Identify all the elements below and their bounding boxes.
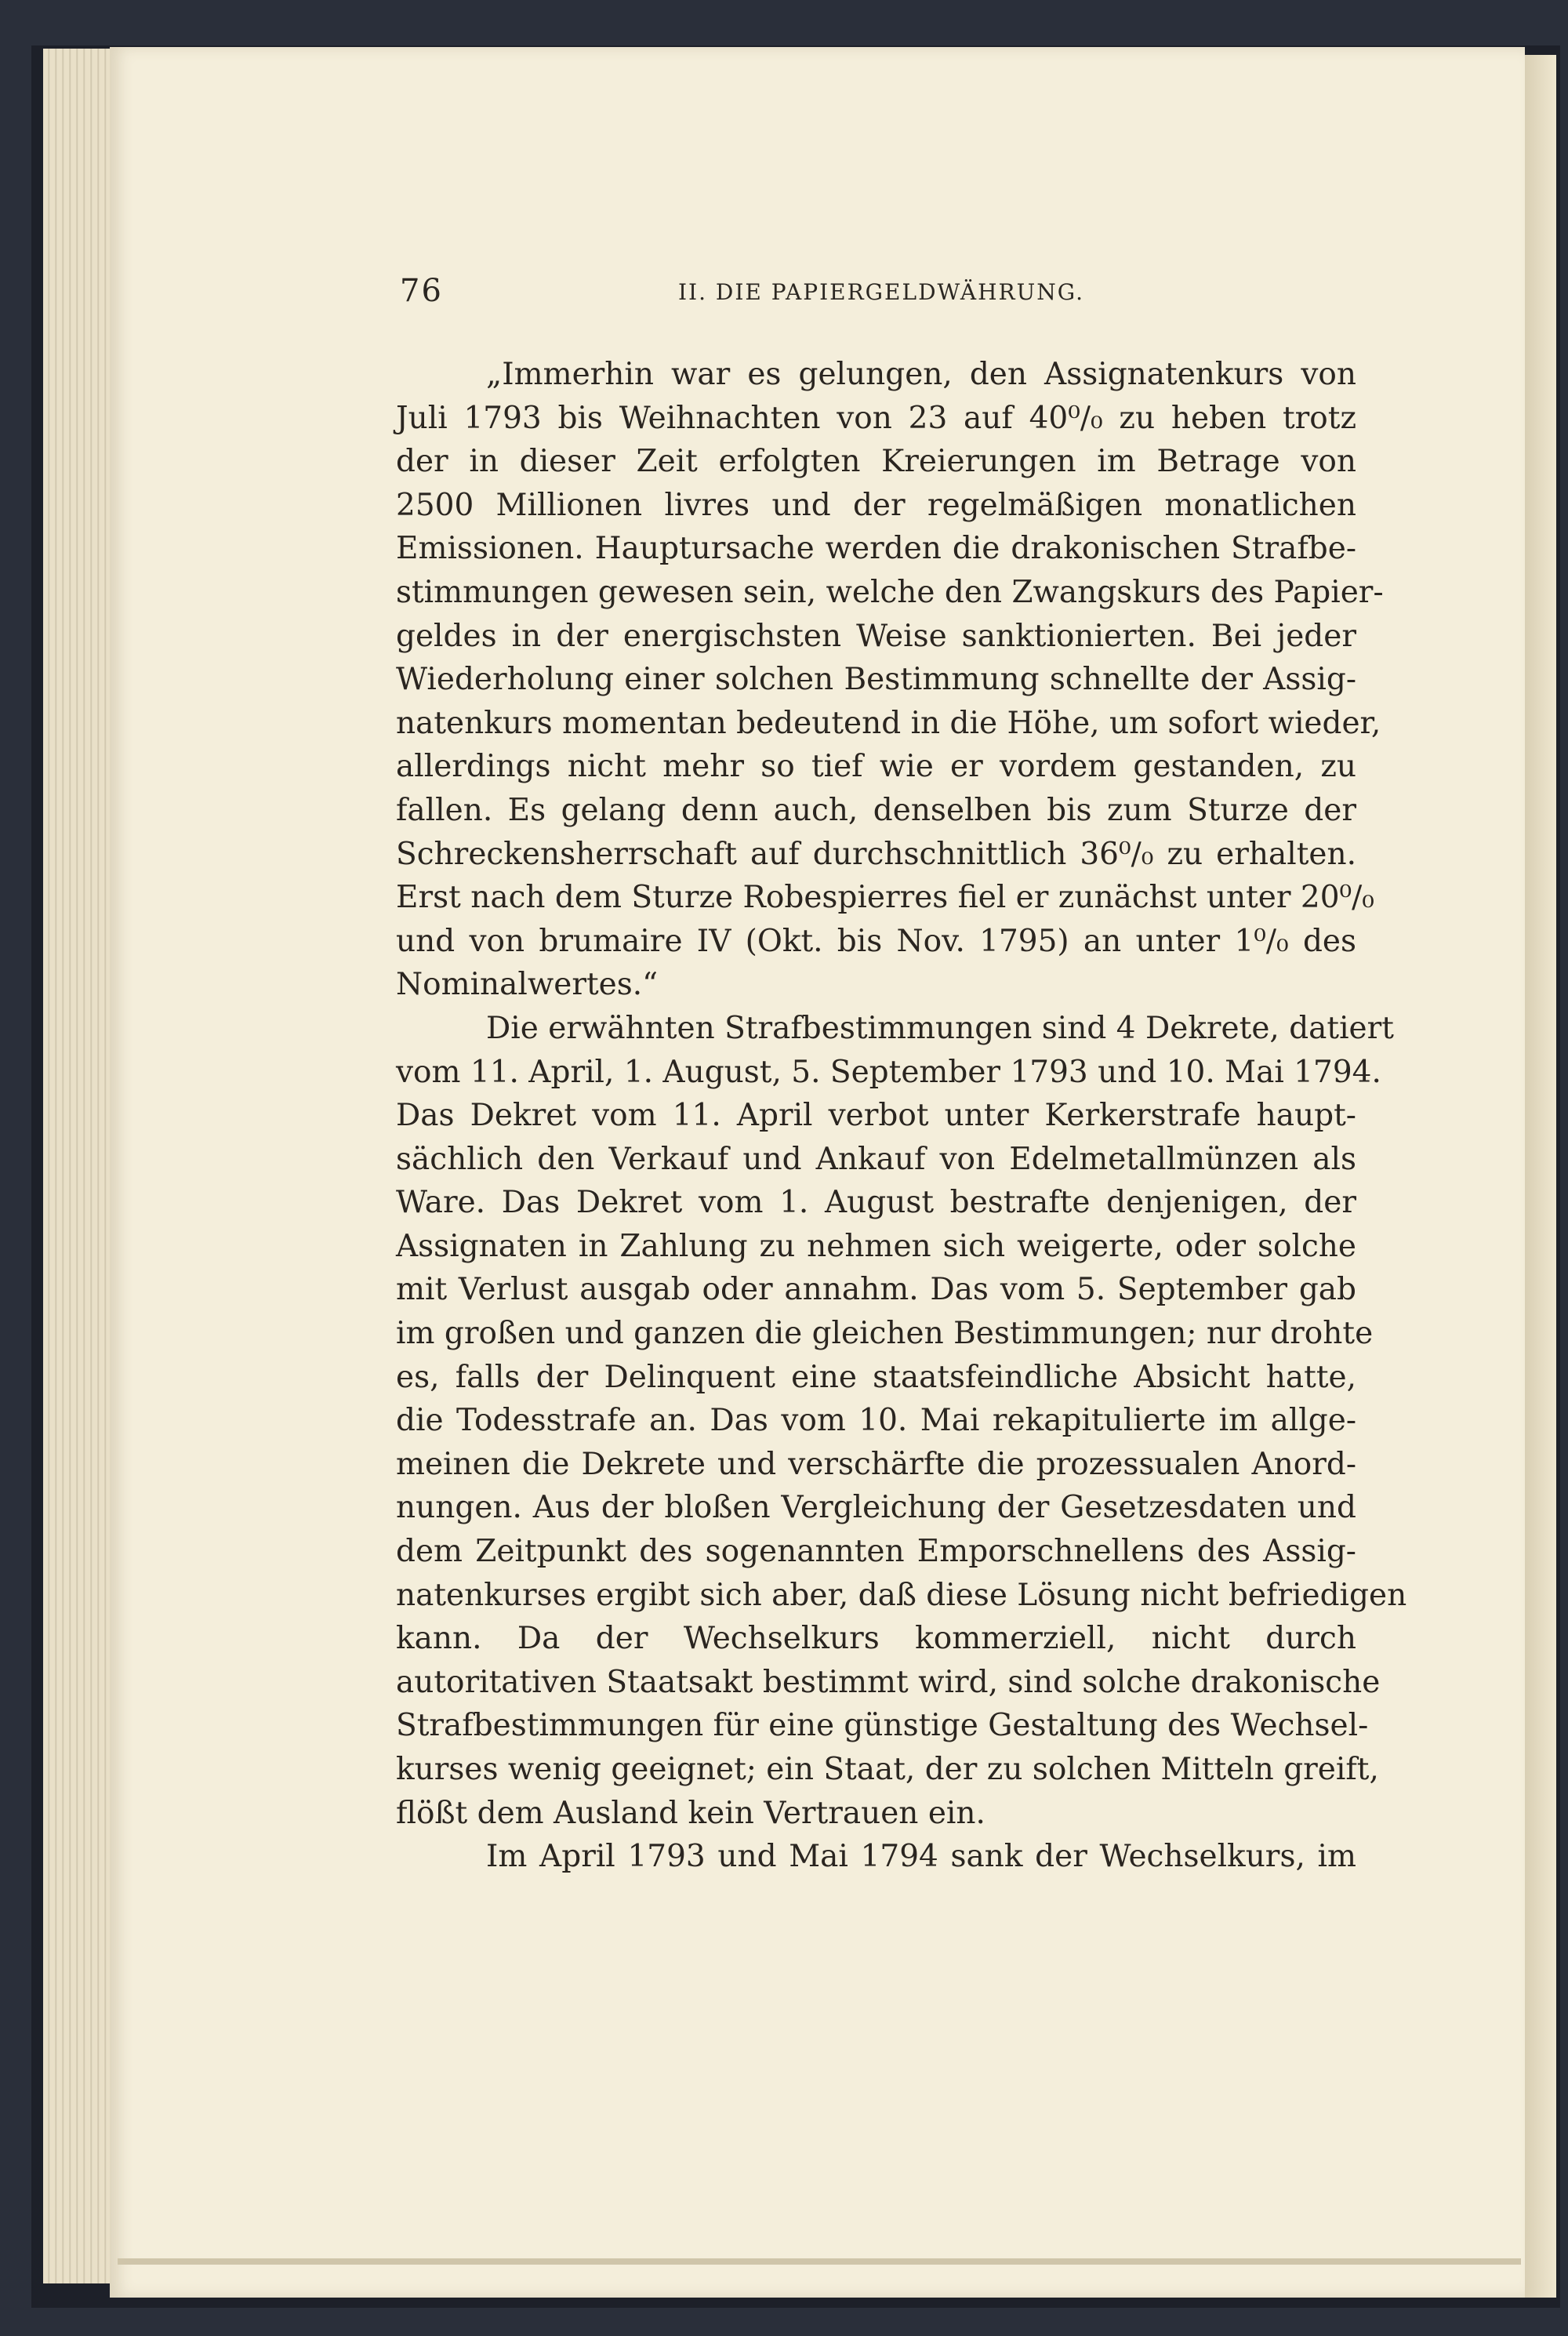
- text-line: Assignaten in Zahlung zu nehmen sich weigerte, oder solche: [396, 1228, 1356, 1264]
- text-line: Wiederholung einer solchen Bestimmung schnellte der Assig-: [396, 662, 1356, 698]
- text-line: Erst nach dem Sturze Robespierres fiel er zunächst unter 20⁰/₀: [396, 880, 1374, 916]
- text-line: Juli 1793 bis Weihnachten von 23 auf 40⁰/₀ zu heben trotz: [396, 400, 1356, 436]
- text-line: meinen die Dekrete und verschärfte die prozessualen Anord-: [396, 1446, 1356, 1482]
- text-line: Die erwähnten Strafbestimmungen sind 4 Dekrete, datiert: [486, 1010, 1394, 1046]
- text-line: Strafbestimmungen für eine günstige Gestaltung des Wechsel-: [396, 1708, 1369, 1744]
- text-line: nungen. Aus der bloßen Vergleichung der Gesetzesdaten und: [396, 1490, 1356, 1526]
- text-line: stimmungen gewesen sein, welche den Zwangskurs des Papier-: [396, 574, 1384, 610]
- running-head: II. DIE PAPIERGELDWÄHRUNG.: [678, 279, 1085, 305]
- text-line: die Todesstrafe an. Das vom 10. Mai rekapitulierte im allge-: [396, 1403, 1356, 1439]
- text-line: Im April 1793 und Mai 1794 sank der Wechselkurs, im: [486, 1839, 1356, 1875]
- text-line: Nominalwertes.“: [396, 967, 659, 1003]
- text-line: im großen und ganzen die gleichen Bestimmungen; nur drohte: [396, 1316, 1374, 1352]
- text-line: kann. Da der Wechselkurs kommerziell, nicht durch: [396, 1621, 1356, 1657]
- page-bottom-edge: [118, 2258, 1521, 2265]
- text-line: Ware. Das Dekret vom 1. August bestrafte denjenigen, der: [396, 1185, 1356, 1221]
- body-text: [396, 353, 1407, 1879]
- text-line: es, falls der Delinquent eine staatsfeindliche Absicht hatte,: [396, 1359, 1356, 1395]
- text-line: flößt dem Ausland kein Vertrauen ein.: [396, 1795, 985, 1831]
- text-line: „Immerhin war es gelungen, den Assignatenkurs von: [486, 357, 1356, 392]
- text-line: autoritativen Staatsakt bestimmt wird, sind solche drakonische: [396, 1664, 1381, 1700]
- text-line: mit Verlust ausgab oder annahm. Das vom 5. September gab: [396, 1272, 1356, 1308]
- text-line: allerdings nicht mehr so tief wie er vordem gestanden, zu: [396, 749, 1356, 785]
- text-line: kurses wenig geeignet; ein Staat, der zu solchen Mitteln greift,: [396, 1752, 1379, 1787]
- facing-page-edge: [1525, 55, 1556, 2298]
- page-number: 76: [400, 273, 443, 309]
- text-line: natenkurses ergibt sich aber, daß diese Lösung nicht befriedigen: [396, 1577, 1407, 1613]
- text-line: geldes in der energischsten Weise sanktionierten. Bei jeder: [396, 618, 1356, 654]
- text-line: und von brumaire IV (Okt. bis Nov. 1795) an unter 1⁰/₀ des: [396, 923, 1356, 959]
- text-line: sächlich den Verkauf und Ankauf von Edelmetallmünzen als: [396, 1141, 1356, 1177]
- text-line: natenkurs momentan bedeutend in die Höhe, um sofort wieder,: [396, 705, 1381, 741]
- text-line: Schreckensherrschaft auf durchschnittlich 36⁰/₀ zu erhalten.: [396, 836, 1356, 872]
- text-line: dem Zeitpunkt des sogenannten Emporschnellens des Assig-: [396, 1534, 1356, 1570]
- page-header: [400, 273, 1364, 320]
- text-line: der in dieser Zeit erfolgten Kreierungen im Betrage von: [396, 444, 1356, 480]
- text-line: 2500 Millionen livres und der regelmäßigen monatlichen: [396, 487, 1356, 523]
- text-line: Das Dekret vom 11. April verbot unter Kerkerstrafe haupt-: [396, 1098, 1356, 1134]
- text-line: fallen. Es gelang denn auch, denselben bis zum Sturze der: [396, 792, 1356, 828]
- text-line: vom 11. April, 1. August, 5. September 1793 und 10. Mai 1794.: [396, 1054, 1381, 1090]
- text-line: Emissionen. Hauptursache werden die drakonischen Strafbe-: [396, 531, 1356, 567]
